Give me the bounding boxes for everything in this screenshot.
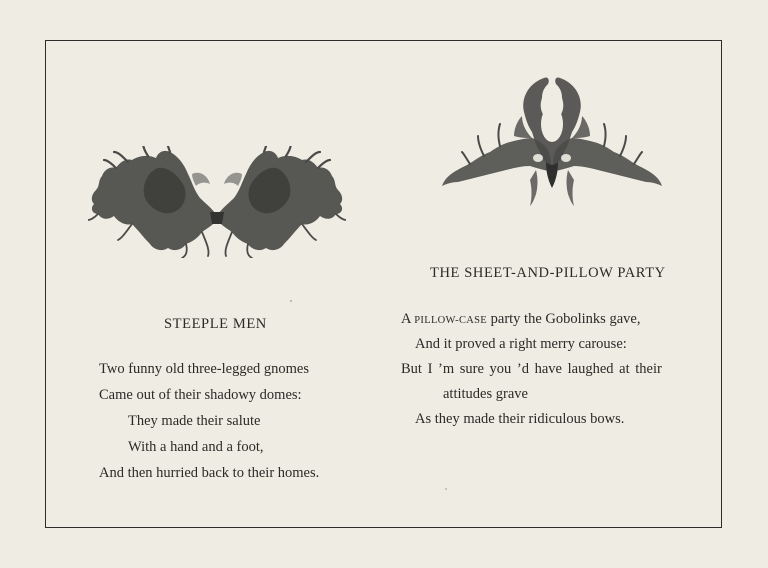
steeple-men-title: STEEPLE MEN (164, 316, 267, 332)
first-line-rest: party the Gobolinks gave, (490, 311, 641, 327)
sheet-and-pillow-party-line: But I ’m sure you ’d have laughed at their (401, 361, 662, 377)
sheet-and-pillow-party-line: And it proved a right merry carouse: (415, 336, 627, 352)
first-line-smallcaps: PILLOW-CASE (414, 315, 488, 326)
steeple-men-line: Came out of their shadowy domes: (99, 387, 302, 403)
steeple-men-line: Two funny old three-legged gnomes (99, 361, 309, 377)
sheet-and-pillow-party-line: attitudes grave (443, 386, 528, 402)
steeple-men-line: With a hand and a foot, (128, 439, 264, 455)
paper-fleck (290, 300, 292, 302)
first-line-lead: A (401, 311, 411, 327)
steeple-men-line: And then hurried back to their homes. (99, 465, 320, 481)
steeple-men-line: They made their salute (128, 413, 261, 429)
sheet-and-pillow-party-inkblot-image (440, 76, 664, 208)
sheet-and-pillow-party-line: As they made their ridiculous bows. (415, 411, 625, 427)
sheet-and-pillow-party-title: THE SHEET-AND-PILLOW PARTY (430, 265, 666, 281)
sheet-and-pillow-party-line (401, 312, 640, 327)
paper-fleck (445, 488, 447, 490)
steeple-men-inkblot-image (88, 146, 346, 258)
